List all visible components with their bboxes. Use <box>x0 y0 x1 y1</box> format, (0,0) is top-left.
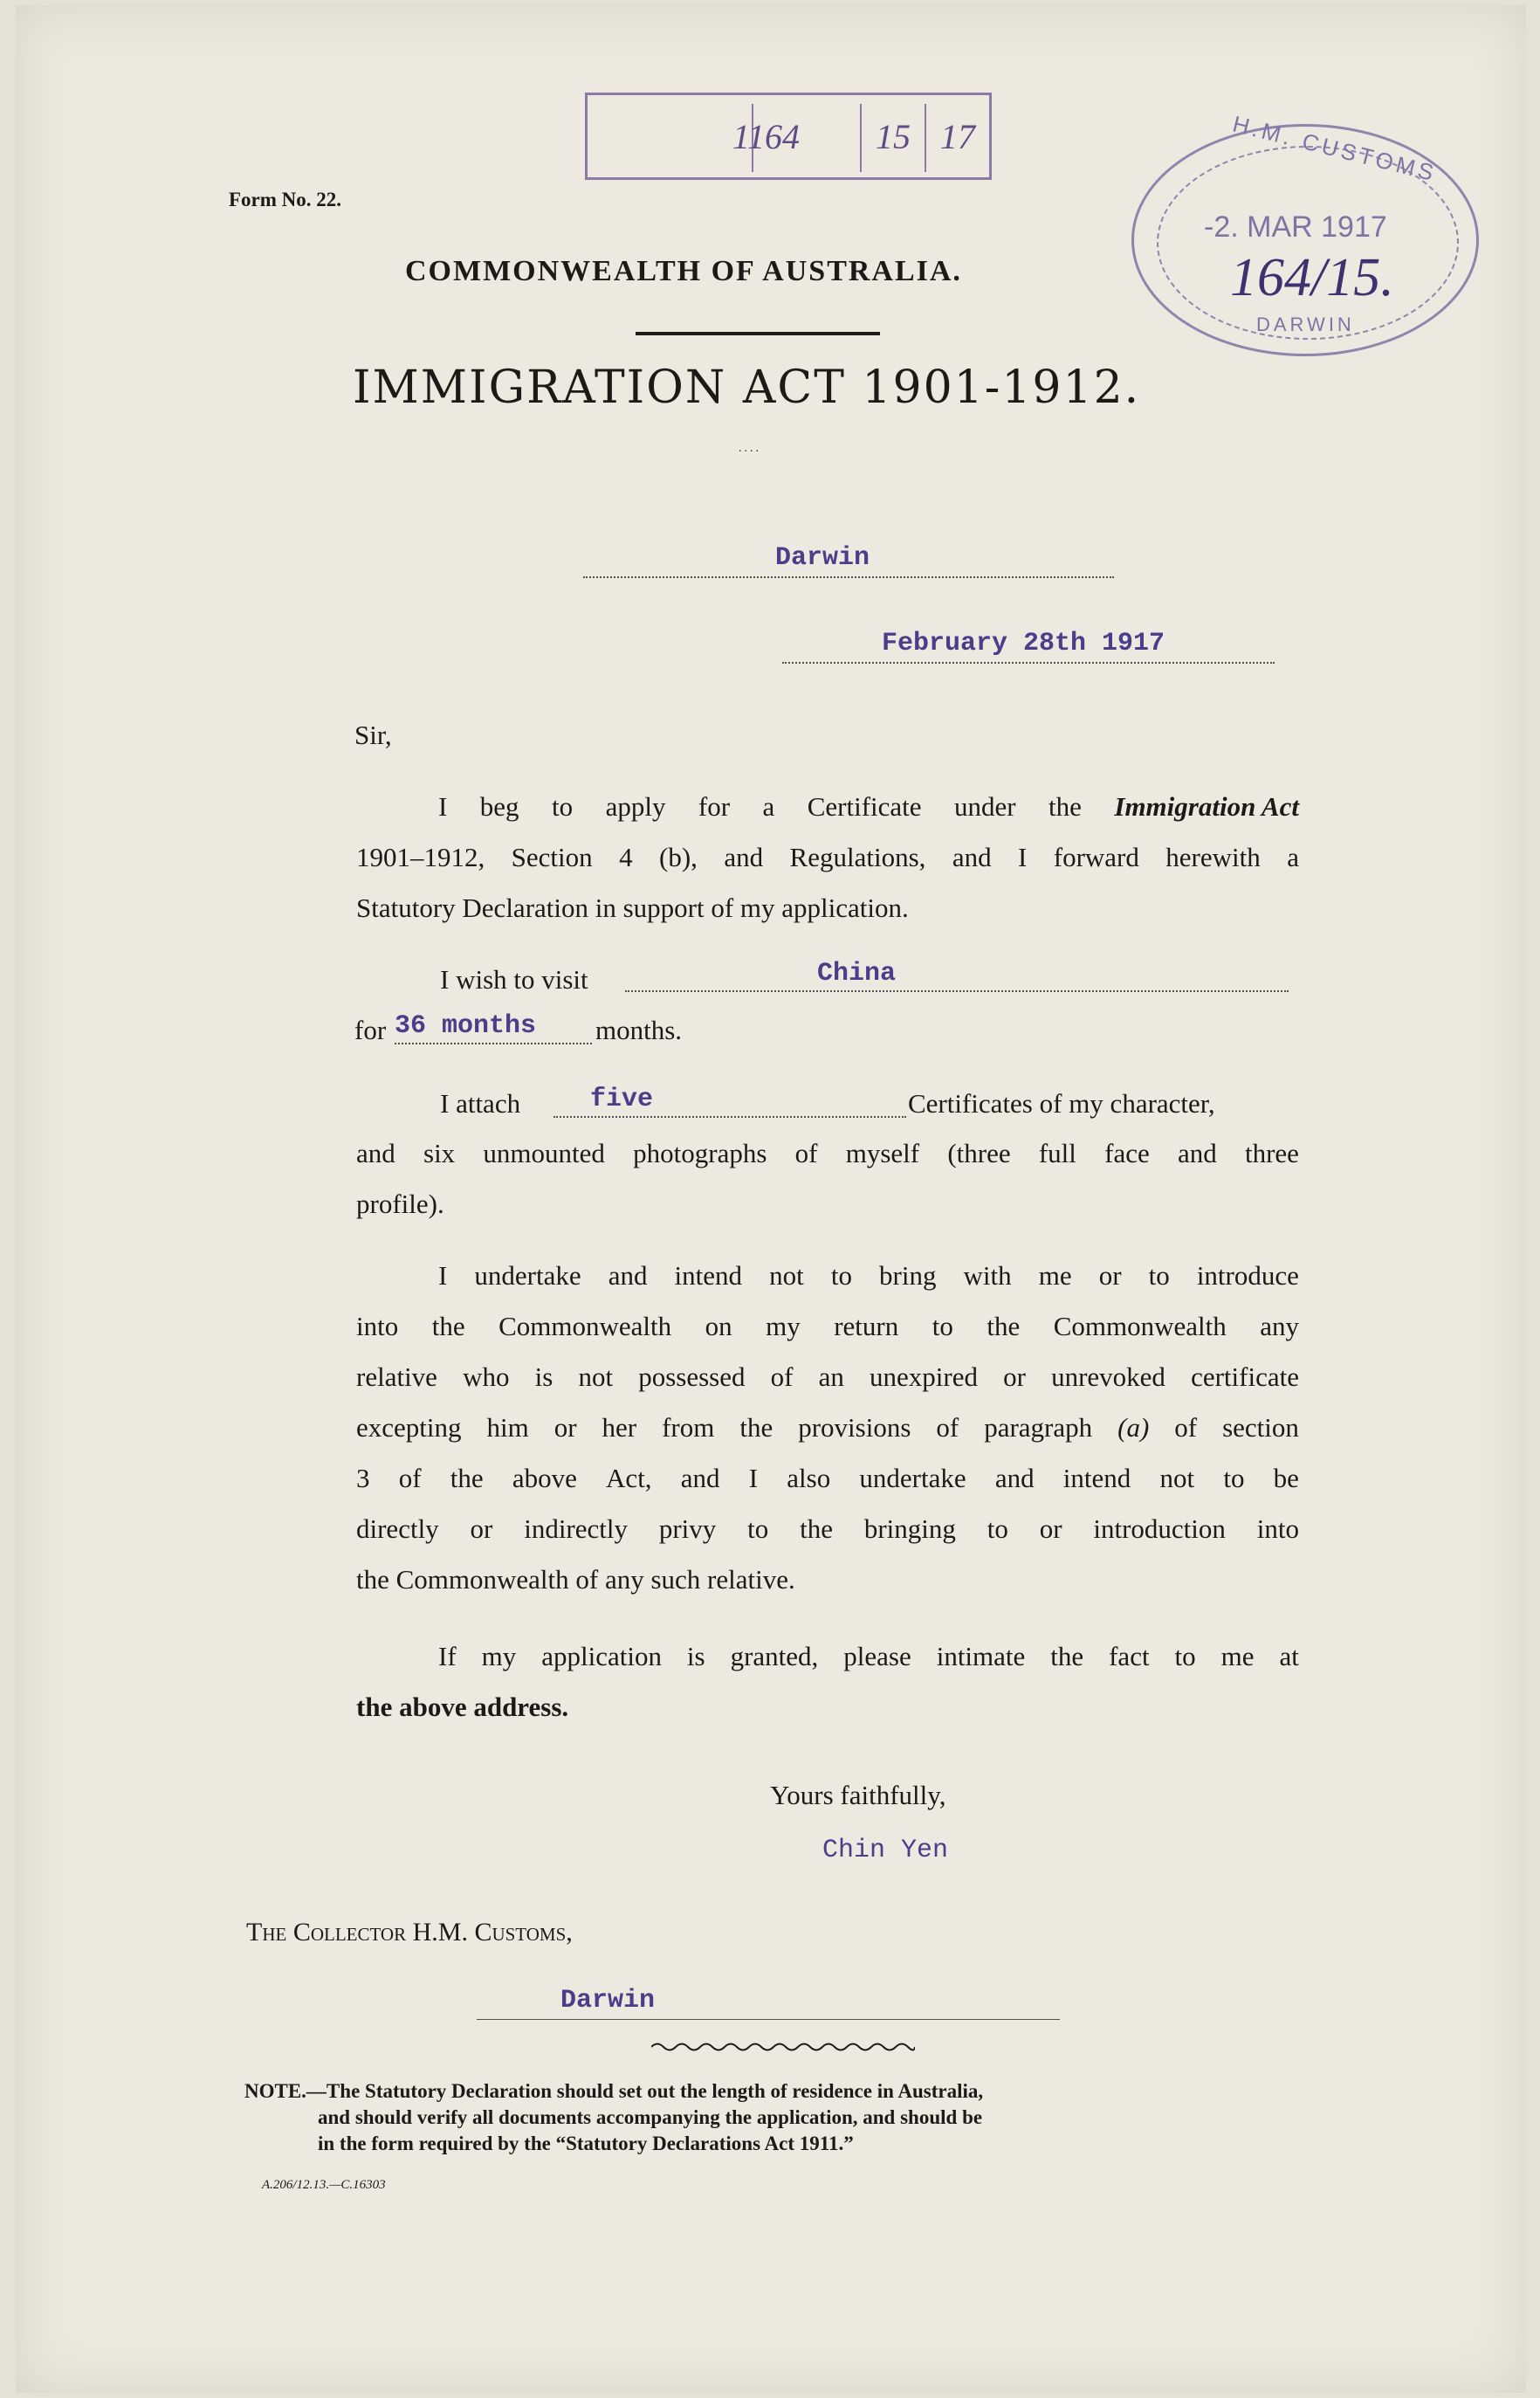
attach-prefix: I attach <box>440 1088 521 1119</box>
date-line <box>782 662 1275 664</box>
title-rule <box>636 332 880 335</box>
page-title: IMMIGRATION ACT 1901-1912. <box>353 362 1141 414</box>
visit-destination: China <box>817 959 897 989</box>
visit-line <box>625 990 1289 992</box>
heading: COMMONWEALTH OF AUSTRALIA. <box>405 255 962 287</box>
duration-prefix: for <box>354 1015 387 1045</box>
note-line-2: and should verify all documents accompanying the application, and should be <box>318 2106 983 2128</box>
undertaking-paragraph: I undertake and intend not to bring with me or to introduce into the Commonwealth on my return to the Commonwealth any relative who is not possessed of an unexpired or unrevoked certificate excepting him or her from the provisions of paragraph (a) of section 3 of the above Act, and I also undertake and intend not to be directly or indirectly privy to the bringing to or introduction into the Commonwealth of any such relative. <box>356 1260 1299 1595</box>
form-number: Form No. 22. <box>229 189 342 210</box>
stamp-bottom-text: DARWIN <box>1256 314 1355 335</box>
duration-suffix: months. <box>595 1015 683 1045</box>
stamp-date: -2. MAR 1917 <box>1204 210 1387 244</box>
granted-paragraph: If my application is granted, please intimate the fact to me at the above address. <box>356 1641 1299 1722</box>
title-dots: .... <box>739 442 761 455</box>
act-name: Immigration Act <box>1114 791 1299 822</box>
salutation: Sir, <box>354 720 392 750</box>
attach-suffix: Certificates of my character, <box>908 1088 1215 1119</box>
registry-cell-3: 15 <box>876 117 911 156</box>
addressee: The Collector H.M. Customs, <box>246 1918 573 1947</box>
registry-cell-2: 1164 <box>732 117 801 156</box>
date-value: February 28th 1917 <box>882 629 1165 658</box>
note-block <box>244 2078 983 2157</box>
photos-paragraph: and six unmounted photographs of myself (three full face and three profile). <box>356 1138 1299 1219</box>
signature: Chin Yen <box>822 1836 949 1865</box>
visit-label: I wish to visit <box>440 964 588 995</box>
duration-line <box>395 1043 592 1044</box>
stamp-number: 164/15. <box>1230 248 1394 307</box>
place-line <box>583 576 1114 578</box>
attach-count: five <box>590 1085 654 1114</box>
attach-line <box>553 1116 906 1118</box>
stamp-top-text: H.M. CUSTOMS <box>1230 110 1440 187</box>
place-value: Darwin <box>775 543 870 573</box>
customs-received-stamp <box>1131 110 1479 356</box>
print-code: A.206/12.13.—C.16303 <box>262 2178 386 2192</box>
duration-value: 36 months <box>395 1011 537 1041</box>
note-line-1: NOTE.—The Statutory Declaration should set out the length of residence in Australia, <box>244 2080 984 2102</box>
addressee-line <box>477 2019 1060 2020</box>
ornamental-rule <box>651 2040 915 2054</box>
registry-cell-4: 17 <box>940 117 975 156</box>
closing: Yours faithfully, <box>770 1780 946 1810</box>
registry-stamp <box>585 93 992 180</box>
application-paragraph: I beg to apply for a Certificate under the Immigration Act 1901–1912, Section 4 (b), and Regulations, and I forward herewith a Statutory Declaration in support of my application. <box>356 782 1299 934</box>
note-line-3: in the form required by the “Statutory Declarations Act 1911.” <box>318 2133 854 2154</box>
addressee-place: Darwin <box>560 1986 656 2016</box>
